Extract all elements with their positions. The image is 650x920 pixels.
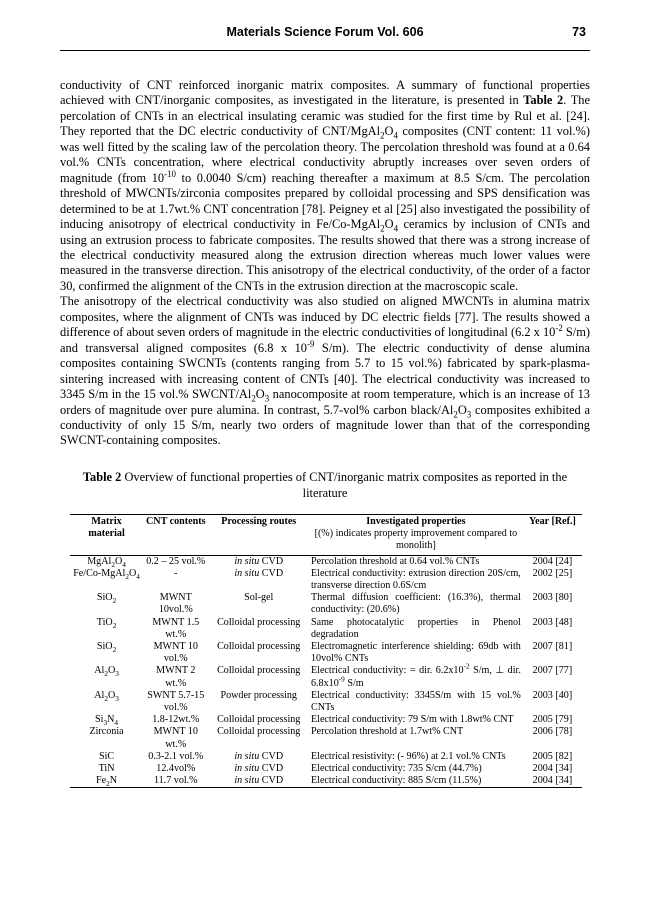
cell-investigated-property: Electrical conductivity: 79 S/m with 1.8wt% CNT bbox=[310, 714, 514, 726]
cell-year-ref: 2006 [78] bbox=[532, 726, 573, 738]
cell-processing-route: Colloidal processing bbox=[217, 641, 301, 653]
cell-processing-route: Colloidal processing bbox=[217, 714, 301, 726]
cell-matrix: SiC bbox=[98, 750, 115, 762]
paragraph: The anisotropy of the electrical conductivity was also studied on aligned MWCNTs in alumina matrix composites, where the alignment of CNTs was induced by DC electric fields [77]. The results showed a difference of about seven orders of magnitude in the electric conductivities of longitudinal (6.2 x $10^{-2}$ S/m) and transversal aligned composites (6.8 x $10^{-9}$ S/m). The electric conductivity of dense alumina composites containing SWCNTs (contents ranging from 5.7 to 15 vol.%) fabricated by spark-plasma-sintering increased with increasing content of CNTs [40]. The electrical conductivity was increased to 3345 S/m in the 15 vol.% SWCNT/$Al_2O_3$ nanocomposite at room temperature, which is an increase of 13 orders of magnitude over pure alumina. In contrast, 5.7-vol% carbon black/$Al_2O_3$ composites exhibited a conductivity of only 15 S/m, nearly two orders of magnitude lower than that of the corresponding SWCNT-containing composites. bbox=[60, 294, 591, 448]
cell-processing-route: Colloidal processing bbox=[217, 665, 301, 677]
cell-year-ref: 2003 [80] bbox=[532, 592, 573, 604]
table-row bbox=[70, 690, 582, 714]
properties-note: [(%) indicates property improvement compared to monolith] bbox=[314, 528, 518, 552]
cell-year-ref: 2003 [48] bbox=[532, 616, 573, 628]
cell-matrix: $Fe_2N$ bbox=[70, 775, 143, 788]
cell-processing-route: in situ CVD bbox=[208, 775, 309, 788]
cell-processing-route: Colloidal processing bbox=[217, 726, 301, 738]
caption-text: Overview of functional properties of CNT/inorganic matrix composites as reported in the literature bbox=[121, 470, 568, 500]
cell-cnt-content: 11.7 vol.% bbox=[143, 775, 208, 788]
cell-year-ref: 2007 [81] bbox=[532, 641, 573, 653]
table-body bbox=[70, 555, 582, 788]
cell-investigated-property: Electrical conductivity: 885 S/cm (11.5%) bbox=[309, 775, 523, 788]
cell-processing-route: Powder processing bbox=[220, 689, 297, 701]
properties-table bbox=[70, 514, 582, 788]
cell-year-ref: 2002 [25] bbox=[532, 567, 573, 579]
cell-year-ref: 2005 [79] bbox=[532, 714, 573, 726]
cell-investigated-property: Percolation threshold at 1.7wt% CNT bbox=[310, 726, 464, 738]
table-label: Table 2 bbox=[82, 470, 122, 484]
col-header-properties bbox=[309, 515, 523, 556]
cell-cnt-content: 1.8-12wt.% bbox=[152, 714, 200, 726]
journal-title: Materials Science Forum Vol. 606 bbox=[226, 25, 424, 39]
table-row bbox=[70, 555, 582, 568]
cell-cnt-content: MWNT 10 vol.% bbox=[153, 641, 198, 665]
cell-matrix: $Al_2O_3$ bbox=[94, 665, 119, 679]
col-header-processing: Processing routes bbox=[208, 515, 309, 556]
cell-cnt-content: - bbox=[174, 567, 178, 579]
cell-cnt-content: MWNT 2 wt.% bbox=[156, 665, 196, 689]
cell-matrix: TiO$_2$ bbox=[96, 616, 117, 630]
table-row bbox=[70, 763, 582, 775]
cell-year-ref: 2003 [40] bbox=[532, 689, 573, 701]
cell-cnt-content: SWNT 5.7-15 vol.% bbox=[147, 689, 205, 714]
cell-processing-route: in situ CVD bbox=[234, 555, 284, 567]
cell-cnt-content: 0.2 – 25 vol.% bbox=[146, 555, 206, 567]
table-row bbox=[70, 641, 582, 665]
cell-year-ref: 2005 [82] bbox=[532, 750, 573, 762]
table-row bbox=[70, 592, 582, 616]
cell-year-ref: 2004 [24] bbox=[532, 555, 573, 567]
cell-processing-route: in situ CVD bbox=[234, 567, 284, 579]
paragraph: conductivity of CNT reinforced inorganic matrix composites. A summary of functional properties achieved with CNT/inorganic composites, as investigated in the literature, is presented in Table 2. The percolation of CNTs in an electrical insulating ceramic was studied for the first time by Rul et al. [24]. They reported that the DC electric conductivity of CNT/$MgAl_2O_4$ composites (CNT content: 11 vol.%) was well fitted by the scaling law of the percolation theory. The percolation threshold was found at a 0.64 vol.% CNTs concentration, where electrical conductivity abruptly increases over seven orders of magnitude (from $10^{-10}$ to 0.0040 S/cm) reaching thereafter a maximum at 8.5 S/cm. The percolation threshold of MWCNTs/zirconia composites prepared by colloidal processing and SPS densification was determined to be at 1.7wt.% CNT concentration [78]. Peigney et al [25] also investigated the possibility of inducing anisotropy of electrical conductivity in $Fe/Co-MgAl_2O_4$ ceramics by inclusion of CNTs and using an extrusion process to fabricate composites. The results showed that there was a strong increase of the electrical conductivity measured along the extrusion direction whereas much lower values were measured in the transverse direction. This anisotropy of the electrical conductivity, of the order of a factor 30, confirmed the alignment of the CNTs in the extrusion direction at the macroscopic scale. bbox=[60, 78, 590, 293]
col-header-year: Year [Ref.] bbox=[523, 515, 582, 556]
cell-investigated-property: Same photocatalytic properties in Phenol degradation bbox=[310, 616, 521, 640]
table-caption bbox=[60, 470, 590, 501]
cell-cnt-content: MWNT 10 wt.% bbox=[153, 726, 198, 750]
cell-matrix: $Fe/Co-MgAl_2O_4$ bbox=[73, 567, 140, 581]
cell-matrix: $Si_3N_4$ bbox=[95, 714, 119, 728]
cell-matrix: $Al_2O_3$ bbox=[94, 689, 119, 703]
table-row bbox=[70, 726, 582, 750]
cell-year-ref: 2004 [34] bbox=[532, 763, 573, 775]
cell-year-ref: 2004 [34] bbox=[523, 775, 582, 788]
cell-cnt-content: 0.3-2.1 vol.% bbox=[148, 750, 204, 762]
cell-processing-route: Sol-gel bbox=[244, 592, 274, 604]
body-text bbox=[60, 78, 590, 449]
cell-investigated-property: Thermal diffusion coefficient: (16.3%), thermal conductivity: (20.6%) bbox=[310, 592, 521, 616]
col-header-cnt: CNT contents bbox=[143, 515, 208, 556]
table-row bbox=[70, 775, 582, 788]
cell-matrix: Zirconia bbox=[89, 726, 124, 738]
table-row bbox=[70, 665, 582, 689]
running-header bbox=[60, 22, 590, 51]
cell-investigated-property: Electrical conductivity: = dir. $6.2x10^{-2}$ S/m, ⊥ dir. $6.8x10^{-9}$ S/m bbox=[310, 663, 521, 689]
cell-investigated-property: Percolation threshold at 0.64 vol.% CNTs bbox=[310, 555, 480, 567]
cell-investigated-property: Electrical conductivity: 3345S/m with 15 vol.% CNTs bbox=[310, 689, 521, 714]
table-row bbox=[70, 568, 582, 592]
cell-cnt-content: 12.4vol% bbox=[156, 763, 196, 775]
cell-matrix: SiO$_2$ bbox=[96, 592, 117, 606]
cell-processing-route: in situ CVD bbox=[234, 763, 284, 775]
col-header-matrix: Matrix material bbox=[70, 515, 143, 556]
cell-year-ref: 2007 [77] bbox=[532, 665, 573, 677]
cell-investigated-property: Electrical conductivity: 735 S/cm (44.7%) bbox=[310, 763, 482, 775]
cell-investigated-property: Electrical resistivity: (- 96%) at 2.1 vol.% CNTs bbox=[310, 750, 506, 762]
cell-cnt-content: MWNT 10vol.% bbox=[158, 592, 193, 616]
cell-matrix: $MgAl_2O_4$ bbox=[87, 555, 126, 569]
table-row bbox=[70, 617, 582, 641]
cell-matrix: SiO$_2$ bbox=[96, 641, 117, 655]
cell-processing-route: Colloidal processing bbox=[217, 616, 301, 628]
table-header-row bbox=[70, 515, 582, 556]
cell-investigated-property: Electromagnetic interference shielding: 69db with 10vol% CNTs bbox=[310, 641, 521, 665]
cell-cnt-content: MWNT 1.5 wt.% bbox=[152, 616, 200, 640]
cell-processing-route: in situ CVD bbox=[234, 750, 284, 762]
table-row bbox=[70, 751, 582, 763]
page-number: 73 bbox=[572, 25, 586, 39]
cell-investigated-property: Electrical conductivity: extrusion direction 20S/cm, transverse direction 0.6S/cm bbox=[310, 567, 521, 592]
properties-title: Investigated properties bbox=[366, 516, 466, 527]
cell-matrix: TiN bbox=[98, 763, 115, 775]
table-row bbox=[70, 714, 582, 726]
